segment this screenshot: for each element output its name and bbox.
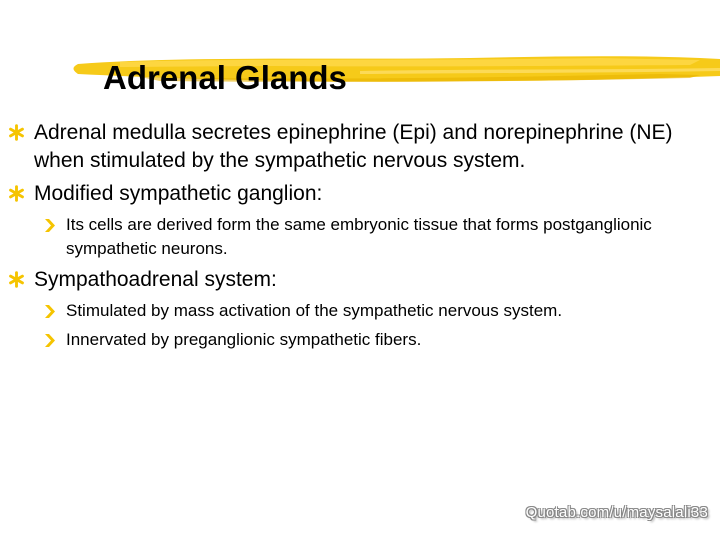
sub-bullet-item [34,213,712,261]
asterisk-icon [8,185,25,202]
bullet-text: Adrenal medulla secretes epinephrine (Epi) and norepinephrine (NE) when stimulated by the sympathetic nervous system. [34,121,673,172]
sub-bullet-list [34,299,712,352]
chevron-right-icon [44,334,55,347]
bullet-item [8,180,712,261]
bullet-item [8,266,712,352]
asterisk-icon [8,124,25,141]
sub-bullet-list [34,213,712,261]
bullet-text: Sympathoadrenal system: [34,268,277,291]
asterisk-icon [8,271,25,288]
bullet-list [8,119,712,357]
sub-bullet-text: Innervated by preganglionic sympathetic fibers. [66,330,422,349]
sub-bullet-text: Stimulated by mass activation of the sympathetic nervous system. [66,301,563,320]
chevron-right-icon [44,305,55,318]
watermark-link[interactable]: Quotab.com/u/maysalali33 [525,504,708,521]
chevron-right-icon [44,219,55,232]
bullet-item [8,119,712,175]
bullet-text: Modified sympathetic ganglion: [34,182,323,205]
sub-bullet-text: Its cells are derived form the same embryonic tissue that forms postganglionic sympathetic neurons. [66,215,652,258]
sub-bullet-item [34,328,712,352]
sub-bullet-item [34,299,712,323]
slide-title: Adrenal Glands [103,59,347,96]
